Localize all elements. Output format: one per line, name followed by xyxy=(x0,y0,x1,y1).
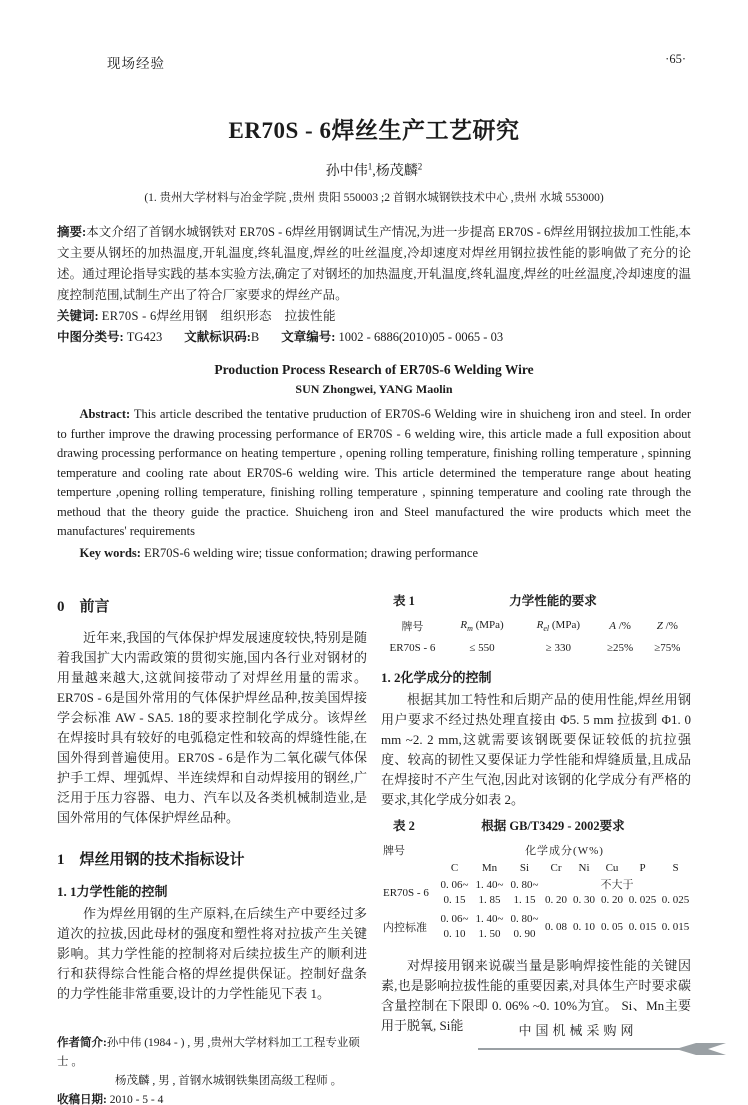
abstract-en xyxy=(57,405,691,542)
footnote-line-1 xyxy=(57,1034,367,1072)
row2-cr: 0. 08 xyxy=(545,921,567,933)
footer-logo-text: 中国机械采购网 xyxy=(518,1023,638,1038)
table1-col-rm xyxy=(444,615,520,639)
section-1-2-paragraph-1: 根据其加工特性和后期产品的使用性能,焊丝用钢用户要求不经过热处理直接由 Φ5. 5 mm 拉拔到 Φ1. 0 mm ~2. 2 mm,这就需要该钢既要保证较低的抗拉强度、较高的韧性又要保证力学性能和焊缝质量,且成品在焊接时不产生气泡,因此对该钢的化学成分有严格的要求,其化学成分如表 2。 xyxy=(381,692,691,807)
table2-row1-mn: 1. 40~ 1. 85 xyxy=(475,879,504,906)
table1-col-z xyxy=(644,615,691,639)
table2-empty-cell xyxy=(381,860,437,876)
paper-content xyxy=(57,112,691,1105)
section-0-heading: 0 前言 xyxy=(57,599,110,615)
article-id-value: 1002 - 6886(2010)05 - 0065 - 03 xyxy=(338,330,504,344)
table2-row2-name: 内控标准 xyxy=(383,922,427,934)
table2-row2-si: 0. 80~ 0. 90 xyxy=(510,913,539,940)
a-symbol: A xyxy=(609,620,616,632)
classification-line xyxy=(57,327,691,348)
section-1-2-heading: 1. 2化学成分的控制 xyxy=(381,670,492,685)
table1-cell-z: ≥75% xyxy=(654,642,681,654)
rel-unit: (MPa) xyxy=(549,618,580,631)
table2-row1-limit-values xyxy=(542,893,692,908)
table1-cell-rel: ≥ 330 xyxy=(545,642,571,654)
abstract-en-text: This article described the tentative pruduction of ER70S-6 Welding wire in shuicheng iron and steel. In order to further improve the drawing processing performance of ER70S - 6 welding wire, this article made a full exposition about drawing processing performance on heating temperture , opening rolling temperature, finishing rolling temperature , spinning temperature and cooling rate about ER70S-6 welding wire. This article determined the temperature range about heating temperture ,opening rolling temperature, finishing rolling temperature , spinning temperature and cooling rate through the methoud that the theory guide the practice. Shuicheng iron and Steel manufactured the wire products which meet the manufactures' requirements xyxy=(57,407,691,538)
author-2: 杨茂麟 xyxy=(375,164,418,179)
running-head-section: 现场经验 xyxy=(107,56,165,71)
table2-element-row xyxy=(381,860,692,876)
author-1-affil-mark: 1 xyxy=(367,161,373,172)
footer-rule-wrap xyxy=(478,1041,726,1057)
article-id-label: 文章编号: xyxy=(281,330,336,344)
table1-col-rel xyxy=(520,615,596,639)
row1-p: 0. 025 xyxy=(628,894,657,906)
abstract-cn xyxy=(57,222,691,306)
table2-brand-header: 牌号 xyxy=(383,845,405,857)
element-p: P xyxy=(639,862,646,874)
doc-code-value: B xyxy=(250,330,260,344)
table2-row1-si: 0. 80~ 1. 15 xyxy=(510,879,539,906)
row2-cu: 0. 05 xyxy=(601,921,623,933)
row1-s: 0. 025 xyxy=(661,894,690,906)
table2-row-er70s6 xyxy=(381,876,692,910)
element-mn: Mn xyxy=(481,862,498,874)
not-greater-than-label: 不大于 xyxy=(600,879,634,891)
keywords-en xyxy=(57,544,691,564)
table1-title: 力学性能的要求 xyxy=(509,594,597,608)
rel-subscript: el xyxy=(543,624,550,634)
table1-col-brand: 牌号 xyxy=(401,621,424,633)
element-cr: Cr xyxy=(550,862,562,874)
keywords-cn xyxy=(57,306,691,327)
z-unit: /% xyxy=(662,620,678,632)
rel-symbol: R xyxy=(536,618,544,631)
footer-brand xyxy=(478,1020,726,1057)
section-1-1-heading: 1. 1力学性能的控制 xyxy=(57,884,168,899)
z-symbol: Z xyxy=(656,620,663,632)
rm-symbol: R xyxy=(460,618,468,631)
table1-col-a xyxy=(596,615,643,639)
abstract-en-label: Abstract: xyxy=(79,407,131,421)
paper-title-en: Production Process Research of ER70S-6 Welding Wire xyxy=(214,362,534,377)
section-1-1-paragraph: 作为焊丝用钢的生产原料,在后续生产中要经过多道次的拉拔,因此母材的强度和塑性将对拉拔产生关键影响。其力学性能的控制将对后续拉拔生产的顺利进行和获得综合性能合格的焊丝提供保证。控制好盘条的力学性能非常重要,设计的力学性能见下表 1。 xyxy=(57,906,367,1001)
row1-cr: 0. 20 xyxy=(545,894,567,906)
clc-label: 中图分类号: xyxy=(57,330,124,344)
affiliation: (1. 贵州大学材料与冶金学院 ,贵州 贵阳 550003 ;2 首钢水城钢铁技术中心 ,贵州 水城 553000) xyxy=(144,192,604,204)
section-1-heading: 1 焊丝用钢的技术指标设计 xyxy=(57,852,245,868)
element-si: Si xyxy=(519,862,530,874)
element-s: S xyxy=(672,862,679,874)
rm-unit: (MPa) xyxy=(472,618,504,631)
author-2-affil-mark: 2 xyxy=(417,161,423,172)
table2-row1-name: ER70S - 6 xyxy=(383,887,429,899)
row1-cu: 0. 20 xyxy=(601,894,623,906)
footnote-bio-label: 作者简介: xyxy=(57,1037,107,1049)
footnote-date-label: 收稿日期: xyxy=(57,1094,107,1105)
footer-arrow-icon xyxy=(676,1041,726,1057)
keywords-en-text: ER70S-6 welding wire; tissue conformation; drawing performance xyxy=(144,545,479,560)
footer-rule xyxy=(478,1048,696,1050)
footnote-line-2 xyxy=(57,1072,367,1091)
row2-p: 0. 015 xyxy=(628,921,657,933)
table2-row1-limits xyxy=(542,876,692,910)
paper-title: ER70S - 6焊丝生产工艺研究 xyxy=(228,118,520,143)
author-footnote xyxy=(57,1034,367,1105)
authors-en: SUN Zhongwei, YANG Maolin xyxy=(295,382,453,396)
author-1: 孙中伟 xyxy=(325,164,368,179)
rm-subscript: m xyxy=(467,624,473,634)
doc-code-label: 文献标识码: xyxy=(184,330,251,344)
author-separator: , xyxy=(372,164,376,179)
table1-cell-a: ≥25% xyxy=(606,642,634,654)
table1-header-row xyxy=(381,615,691,639)
footnote-line-3 xyxy=(57,1091,367,1105)
table2-header-row xyxy=(381,840,692,860)
abstract-cn-text: 本文介绍了首钢水城钢铁对 ER70S - 6焊丝用钢调试生产情况,为进一步提高 ER70S - 6焊丝用钢拉拔加工性能,本文主要从钢坯的加热温度,开轧温度,终轧温度,焊丝的吐丝温度,冷却速度对焊丝用钢拉拔性能的影响做了充分的论述。通过理论指导实践的基本实验方法,确定了对钢坯的加热温度,开轧温度,终轧温度,焊丝的吐丝温度,冷却速度的温度控制范围,试制生产出了符合厂家要求的焊丝产品。 xyxy=(57,225,691,302)
table2-row2-mn: 1. 40~ 1. 50 xyxy=(475,913,504,940)
table2-title: 根据 GB/T3429 - 2002要求 xyxy=(481,819,625,833)
table1 xyxy=(381,615,691,657)
footnote-date-value: 2010 - 5 - 4 xyxy=(109,1094,164,1105)
table2-caption xyxy=(381,816,691,834)
table1-cell-brand: ER70S - 6 xyxy=(389,642,436,654)
table2-row-internal-standard xyxy=(381,910,692,944)
table2 xyxy=(381,840,692,944)
left-column xyxy=(57,589,367,1105)
keywords-cn-text: ER70S - 6焊丝用钢 组织形态 拉拔性能 xyxy=(101,309,336,323)
table2-row1-c: 0. 06~ 0. 15 xyxy=(440,879,469,906)
authors-line xyxy=(57,160,691,180)
page-number: ·65· xyxy=(665,52,686,66)
element-ni: Ni xyxy=(578,862,590,874)
section-0-paragraph: 近年来,我国的气体保护焊发展速度较快,特别是随着我国扩大内需政策的贯彻实施,国内各行业对钢材的用量越来越大,这就间接带动了对焊丝用量的需求。 ER70S - 6是国外常用的气体保护焊丝品种,按美国焊接学会标准 AW - SA5. 18的要求控制化学成分。该焊丝在焊接时具有较好的电弧稳定性和较高的焊缝性能,在国外得到普遍使用。ER70S - 6是作为二氧化碳气体保护手工焊、埋弧焊、半连续焊和自动焊接用的钢丝,广泛用于压力容器、电力、汽车以及各类机械制造业,是国外常用的气体保护焊丝品种。 xyxy=(57,630,367,825)
a-unit: /% xyxy=(615,620,631,632)
footnote-bio-text-1: 孙中伟 (1984 - ) , 男 ,贵州大学材料加工工程专业硕士 。 xyxy=(57,1037,360,1068)
abstract-cn-label: 摘要: xyxy=(57,225,87,239)
clc-value: TG423 xyxy=(126,330,163,344)
keywords-en-label: Key words: xyxy=(79,545,141,560)
table2-row2-c: 0. 06~ 0. 10 xyxy=(440,913,469,940)
table1-caption xyxy=(381,591,691,609)
footnote-bio-text-2: 杨茂麟 , 男 , 首钢水城钢铁集团高级工程师 。 xyxy=(115,1075,343,1087)
row1-ni: 0. 30 xyxy=(573,894,595,906)
row2-s: 0. 015 xyxy=(661,921,690,933)
section-1-2-paragraph-2: 对焊接用钢来说碳当量是影响焊接性能的关键因素,也是影响拉拔性能的重要因素,对具体生产时要求碳含量控制在下限即 0. 06% ~0. 10%为宜。 Si、Mn主要用于脱氧, Si能 xyxy=(381,958,691,1033)
element-c: C xyxy=(450,862,459,874)
table2-label: 表 2 xyxy=(393,819,415,833)
row2-ni: 0. 10 xyxy=(573,921,595,933)
element-cu: Cu xyxy=(605,862,619,874)
table1-data-row xyxy=(381,639,691,657)
keywords-cn-label: 关键词: xyxy=(57,309,99,323)
table1-cell-rm: ≤ 550 xyxy=(469,642,495,654)
table1-label: 表 1 xyxy=(393,594,415,608)
table2-composition-header: 化学成分(W%) xyxy=(525,845,604,857)
